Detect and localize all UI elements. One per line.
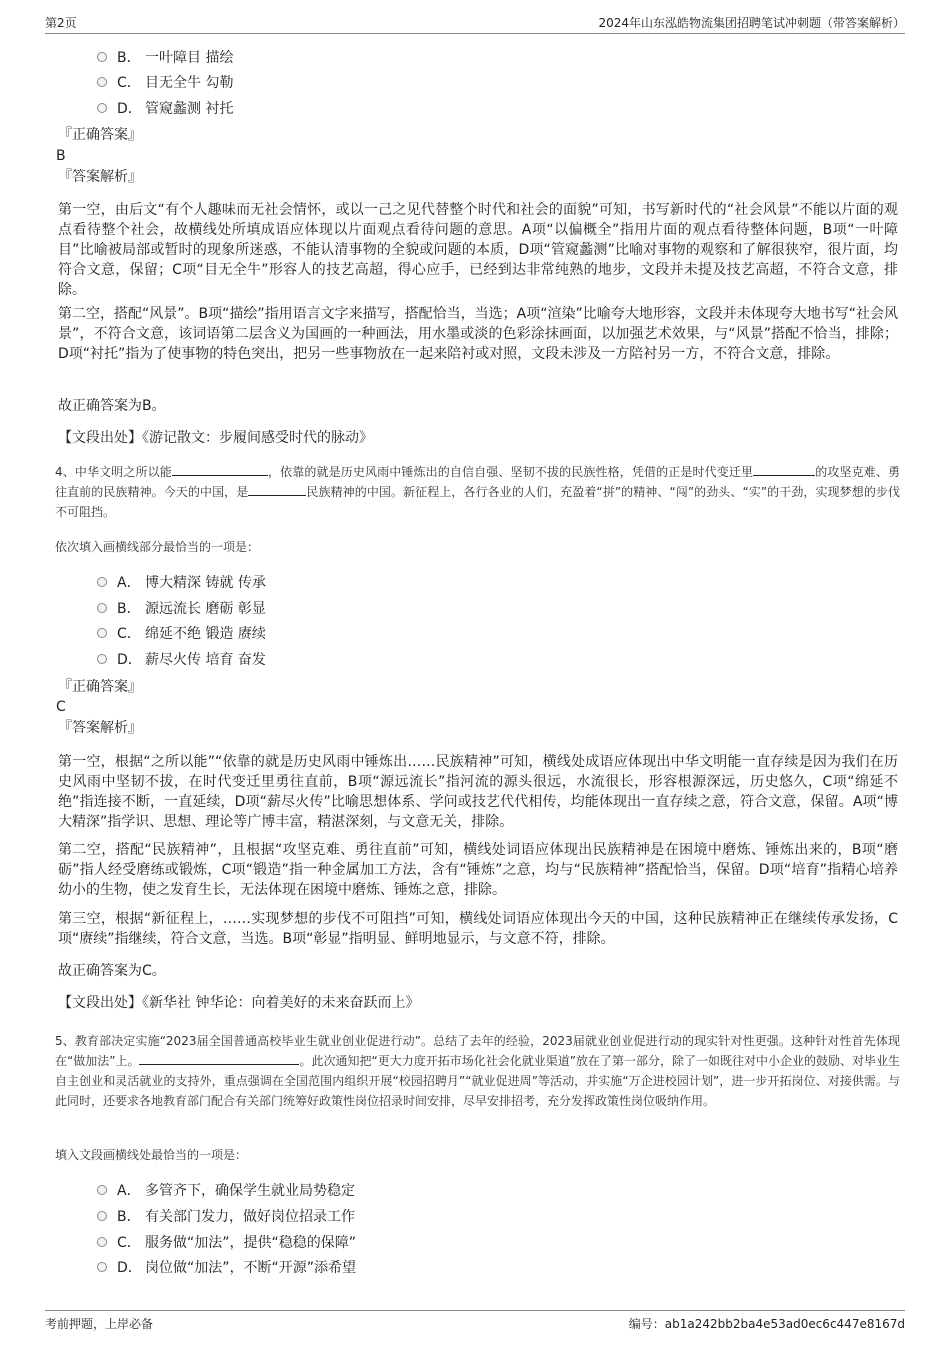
radio-icon[interactable] xyxy=(97,577,107,587)
q4-option-d[interactable]: D． 薪尽火传 培育 奋发 xyxy=(97,650,266,670)
q4-source: 【文段出处】《新华社 钟华论：向着美好的未来奋跃而上》 xyxy=(58,995,420,1011)
q4-answer: C xyxy=(56,699,66,715)
q4-prompt: 依次填入画横线部分最恰当的一项是： xyxy=(55,540,260,554)
q3-analysis-label: 『答案解析』 xyxy=(58,169,142,185)
q4-option-a[interactable]: A． 博大精深 铸就 传承 xyxy=(97,573,266,593)
q4-option-c[interactable]: C． 绵延不绝 锻造 赓续 xyxy=(97,624,266,644)
q4-answer-label: 『正确答案』 xyxy=(58,679,142,695)
blank-1 xyxy=(172,462,268,476)
q3-option-b[interactable]: B． 一叶障目 描绘 xyxy=(97,48,233,68)
radio-icon[interactable] xyxy=(97,603,107,613)
radio-icon[interactable] xyxy=(97,1237,107,1247)
radio-icon[interactable] xyxy=(97,1185,107,1195)
radio-icon[interactable] xyxy=(97,1211,107,1221)
page-number: 第2页 xyxy=(45,16,77,30)
q5-option-a[interactable]: A． 多管齐下，确保学生就业局势稳定 xyxy=(97,1181,355,1201)
footer-slogan: 考前押题，上岸必备 xyxy=(45,1317,154,1331)
page-header xyxy=(45,14,905,34)
q3-analysis-p1: 第一空，由后文“有个人趣味而无社会情怀，或以一己之见代替整个时代和社会的面貌”可知，书写新时代的“社会风景”不能以片面的观点看待整个社会，故横线处所填成语应体现以片面观点看待问题的意思。A项“以偏概全”指用片面的观点看待整体问题，B项“一叶障目”比喻被局部或暂时的现象所迷惑，不能认清事物的全貌或问题的本质，D项“管窥蠡测”比喻对事物的观察和了解很狭窄，很片面，均符合文意，保留；C项“目无全牛”形容人的技艺高超，得心应手，已经到达非常纯熟的地步，文段并未提及技艺高超，不符合文意，排除。 xyxy=(58,202,898,298)
q4-analysis-p2: 第二空，搭配“民族精神”，且根据“攻坚克难、勇往直前”可知，横线处词语应体现出民族精神是在困境中磨炼、锤炼出来的，B项“磨砺”指人经受磨练或锻炼，C项“锻造”指一种金属加工方法，含有“锤炼”之意，均与“民族精神”搭配恰当，保留。D项“培育”指精心培养幼小的生物，使之发育生长，无法体现在困境中磨炼、锤炼之意，排除。 xyxy=(58,842,898,898)
blank-2 xyxy=(753,462,815,476)
blank-1 xyxy=(139,1051,299,1065)
q4-analysis-label: 『答案解析』 xyxy=(58,720,142,736)
q5-option-b[interactable]: B． 有关部门发力，做好岗位招录工作 xyxy=(97,1207,355,1227)
document-id: 编号：ab1a242bb2ba4e53ad0ec6c447e8167d xyxy=(628,1317,905,1331)
q4-stem: 4、中华文明之所以能 ，依靠的就是历史风雨中锤炼出的自信自强、坚韧不拔的民族性格，凭借的正是时代变迁里 的攻坚克难、勇往直前的民族精神。今天的中国，是 民族精神的中国。新征程上，各行各业的人们，充盈着“拼”的精神、“闯”的劲头、“实”的干劲，实现梦想的步伐不可阻挡。 xyxy=(55,462,900,522)
q3-analysis-p2: 第二空，搭配“风景”。B项“描绘”指用语言文字来描写，搭配恰当，当选；A项“渲染”比喻夸大地形容，文段并未体现夸大地书写“社会风景”，不符合文意，该词语第二层含义为国画的一种画法，用水墨或淡的色彩涂抹画面，以加强艺术效果，与“风景”搭配不恰当，排除；D项“衬托”指为了使事物的特色突出，把另一些事物放在一起来陪衬或对照，文段未涉及一方陪衬另一方，不符合文意，排除。 xyxy=(58,306,898,362)
page-footer xyxy=(45,1310,905,1332)
radio-icon[interactable] xyxy=(97,654,107,664)
q5-option-c[interactable]: C． 服务做“加法”，提供“稳稳的保障” xyxy=(97,1233,356,1253)
q4-analysis-p3: 第三空，根据“新征程上，……实现梦想的步伐不可阻挡”可知，横线处词语应体现出今天的中国，这种民族精神正在继续传承发扬，C项“赓续”指继续，符合文意，当选。B项“彰显”指明显、鲜明地显示，与文意不符，排除。 xyxy=(58,911,898,947)
q5-prompt: 填入文段画横线处最恰当的一项是： xyxy=(55,1148,248,1162)
q3-analysis-conclusion: 故正确答案为B。 xyxy=(58,398,166,414)
q3-option-c[interactable]: C． 目无全牛 勾勒 xyxy=(97,73,233,93)
blank-3 xyxy=(248,482,306,496)
q4-analysis-conclusion: 故正确答案为C。 xyxy=(58,963,166,979)
q5-stem: 5、教育部决定实施“2023届全国普通高校毕业生就业创业促进行动”。总结了去年的经验，2023届就业创业促进行动的现实针对性更强。这种针对性首先体现在“做加法”上。 。此次通知把“更大力度开拓市场化社会化就业渠道”放在了第一部分，除了一如既往对中小企业的鼓励、对毕业生自主创业和灵活就业的支持外，重点强调在全国范围内组织开展“校园招聘月”“就业促进周”等活动，并实施“万企进校园计划”，进一步开拓岗位、对接供需。与此同时，还要求各地教育部门配合有关部门统筹好政策性岗位招录时间安排，尽早安排招考，充分发挥政策性岗位吸纳作用。 xyxy=(55,1034,900,1108)
radio-icon[interactable] xyxy=(97,628,107,638)
document-title: 2024年山东泓皓物流集团招聘笔试冲刺题（带答案解析） xyxy=(598,16,905,30)
q4-analysis-p1: 第一空，根据“之所以能”“依靠的就是历史风雨中锤炼出……民族精神”可知，横线处成语应体现出中华文明能一直存续是因为我们在历史风雨中坚韧不拔，在时代变迁里勇往直前，B项“源远流长”指河流的源头很远，水流很长，形容根源深远，历史悠久，C项“绵延不绝”指连接不断，一直延续，D项“薪尽火传”比喻思想体系、学问或技艺代代相传，均能体现出一直存续之意，符合文意，保留。A项“博大精深”指学识、思想、理论等广博丰富，精湛深刻，与文意无关，排除。 xyxy=(58,754,898,830)
q4-option-b[interactable]: B． 源远流长 磨砺 彰显 xyxy=(97,599,266,619)
radio-icon[interactable] xyxy=(97,52,107,62)
q3-source: 【文段出处】《游记散文：步履间感受时代的脉动》 xyxy=(58,430,373,446)
radio-icon[interactable] xyxy=(97,1262,107,1272)
q3-answer-label: 『正确答案』 xyxy=(58,127,142,143)
q5-option-d[interactable]: D． 岗位做“加法”，不断“开源”添希望 xyxy=(97,1258,356,1278)
radio-icon[interactable] xyxy=(97,77,107,87)
q3-option-d[interactable]: D． 管窥蠡测 衬托 xyxy=(97,99,233,119)
q3-answer: B xyxy=(56,148,66,164)
radio-icon[interactable] xyxy=(97,103,107,113)
